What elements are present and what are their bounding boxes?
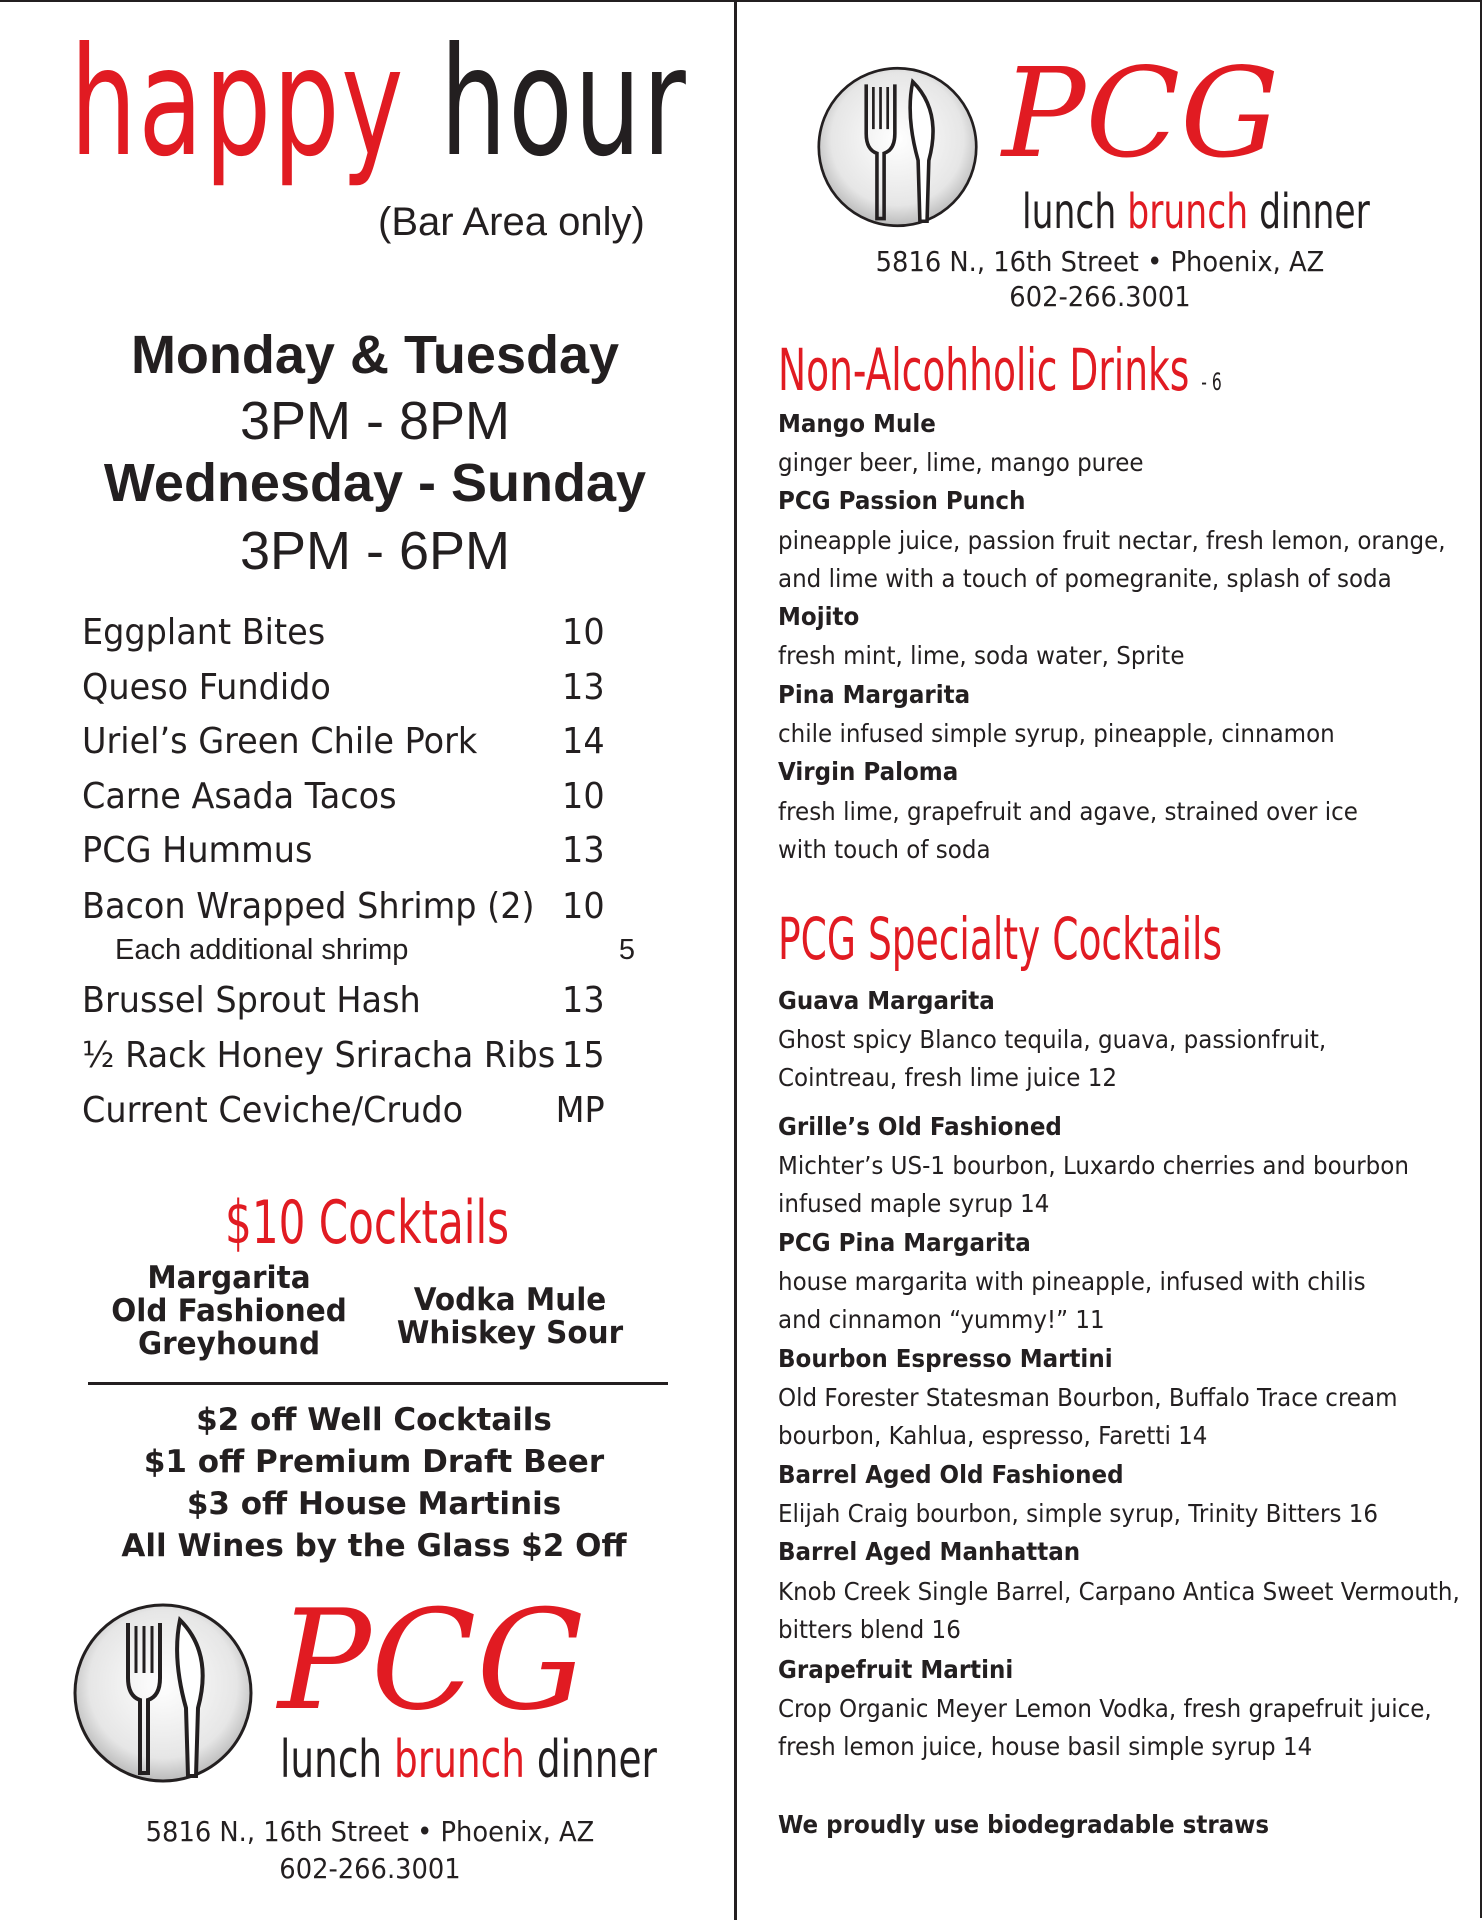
food-sub-name: Each additional shrimp [115, 934, 409, 966]
non-alcoholic-heading-text: Non-Alcohholic Drinks [778, 336, 1190, 404]
logo-tagline [280, 1730, 657, 1790]
drink-desc: chile infused simple syrup, pineapple, cinnamon [778, 719, 1335, 748]
food-price: 13 [562, 667, 605, 708]
food-price: 10 [562, 886, 605, 927]
straws-note: We proudly use biodegradable straws [778, 1810, 1270, 1839]
happy-hour-column [0, 0, 734, 1920]
cocktail-desc: house margarita with pineapple, infused with chilis [778, 1267, 1366, 1296]
cocktail-desc: Crop Organic Meyer Lemon Vodka, fresh grapefruit juice, [778, 1694, 1432, 1723]
cocktail-list-left [110, 1260, 348, 1362]
food-item [82, 886, 605, 927]
phone-left: 602-266.3001 [279, 1852, 461, 1885]
drink-name: Pina Margarita [778, 680, 971, 709]
tag-dinner: dinner [1259, 184, 1370, 240]
time-wed-sun: 3PM - 6PM [239, 521, 511, 581]
happy-hour-title [70, 16, 688, 190]
food-price: 15 [562, 1035, 605, 1076]
phone-right: 602-266.3001 [1009, 280, 1191, 313]
food-item [82, 667, 605, 708]
cocktail-item: Greyhound [137, 1326, 321, 1362]
tag-brunch: brunch [1127, 184, 1249, 240]
food-name: Carne Asada Tacos [82, 776, 397, 817]
food-name: Current Ceviche/Crudo [82, 1090, 464, 1131]
cocktail-name: Guava Margarita [778, 986, 995, 1015]
tag-lunch: lunch [280, 1730, 383, 1790]
cocktail-desc: Elijah Craig bourbon, simple syrup, Trinity Bitters 16 [778, 1499, 1379, 1528]
cocktail-desc: and cinnamon “yummy!” 11 [778, 1305, 1105, 1334]
non-alcoholic-price: - 6 [1201, 368, 1222, 396]
title-hour: hour [439, 16, 688, 190]
ten-dollar-cocktails-heading [0, 1188, 734, 1258]
deal-item: $1 off Premium Draft Beer [143, 1444, 605, 1480]
food-price: 13 [562, 830, 605, 871]
cocktail-desc: bourbon, Kahlua, espresso, Faretti 14 [778, 1421, 1208, 1450]
time-mon-tue: 3PM - 8PM [239, 391, 511, 451]
food-price: 14 [562, 721, 605, 762]
address-right: 5816 N., 16th Street • Phoenix, AZ [875, 245, 1325, 278]
cocktail-name: Grapefruit Martini [778, 1655, 1014, 1684]
cocktail-desc: Cointreau, fresh lime juice 12 [778, 1063, 1117, 1092]
cocktail-desc: infused maple syrup 14 [778, 1189, 1050, 1218]
drink-desc: and lime with a touch of pomegranite, splash of soda [778, 564, 1392, 593]
logo-pcg-text: PCG [278, 1580, 587, 1741]
food-sub-item [115, 934, 635, 967]
tag-brunch: brunch [394, 1730, 525, 1790]
food-item [82, 830, 605, 871]
logo-pcg-text: PCG [1002, 42, 1280, 186]
food-item [82, 980, 605, 1021]
food-price: 13 [562, 980, 605, 1021]
food-name: Bacon Wrapped Shrimp (2) [82, 886, 535, 927]
food-name: Brussel Sprout Hash [82, 980, 421, 1021]
cocktail-name: Barrel Aged Old Fashioned [778, 1460, 1124, 1489]
cocktail-desc: fresh lemon juice, house basil simple syrup 14 [778, 1732, 1313, 1761]
cocktail-list-right [387, 1282, 634, 1351]
food-price: 10 [562, 612, 605, 653]
cocktail-desc: bitters blend 16 [778, 1615, 961, 1644]
food-name: ½ Rack Honey Sriracha Ribs [82, 1035, 556, 1076]
cocktail-desc: Michter’s US-1 bourbon, Luxardo cherries and bourbon [778, 1151, 1409, 1180]
drink-name: Mojito [778, 602, 860, 631]
cocktail-item: Whiskey Sour [396, 1315, 624, 1351]
food-price: 10 [562, 776, 605, 817]
food-name: Eggplant Bites [82, 612, 326, 653]
drink-name: Mango Mule [778, 409, 936, 438]
tag-lunch: lunch [1022, 184, 1117, 240]
food-name: PCG Hummus [82, 830, 313, 871]
cocktail-item: Vodka Mule [413, 1282, 607, 1318]
days-wed-sun: Wednesday - Sunday [103, 453, 647, 513]
food-price: MP [555, 1090, 605, 1131]
drink-desc: pineapple juice, passion fruit nectar, fresh lemon, orange, [778, 526, 1446, 555]
food-name: Uriel’s Green Chile Pork [82, 721, 478, 762]
cocktails-heading-text: $10 Cocktails [224, 1188, 510, 1258]
drink-desc: ginger beer, lime, mango puree [778, 448, 1144, 477]
drink-desc: with touch of soda [778, 835, 991, 864]
cocktail-desc: Knob Creek Single Barrel, Carpano Antica Sweet Vermouth, [778, 1577, 1460, 1606]
logo-tagline [1022, 184, 1370, 240]
pcg-logo [68, 1580, 657, 1790]
food-item [82, 721, 605, 762]
title-happy: happy [70, 16, 405, 190]
specialty-heading: PCG Specialty Cocktails [778, 905, 1223, 973]
drink-desc: fresh lime, grapefruit and agave, strained over ice [778, 797, 1358, 826]
plate-fork-knife-icon [68, 1598, 268, 1788]
plate-fork-knife-icon [812, 62, 992, 232]
cocktail-item: Old Fashioned [111, 1293, 347, 1329]
non-alcoholic-heading [778, 336, 1222, 404]
drink-name: Virgin Paloma [778, 757, 959, 786]
food-item [82, 776, 605, 817]
address-left: 5816 N., 16th Street • Phoenix, AZ [145, 1815, 595, 1848]
deal-item: $3 off House Martinis [186, 1486, 562, 1522]
cocktails-rule [88, 1382, 668, 1385]
food-item [82, 1090, 605, 1131]
tag-dinner: dinner [536, 1730, 657, 1790]
deal-item: $2 off Well Cocktails [196, 1402, 552, 1438]
food-name: Queso Fundido [82, 667, 331, 708]
drink-desc: fresh mint, lime, soda water, Sprite [778, 641, 1185, 670]
cocktail-name: PCG Pina Margarita [778, 1228, 1031, 1257]
food-sub-price: 5 [618, 934, 635, 966]
food-item [82, 612, 605, 653]
cocktail-desc: Ghost spicy Blanco tequila, guava, passionfruit, [778, 1025, 1327, 1054]
deal-item: All Wines by the Glass $2 Off [121, 1528, 627, 1564]
cocktail-desc: Old Forester Statesman Bourbon, Buffalo Trace cream [778, 1383, 1398, 1412]
cocktail-name: Bourbon Espresso Martini [778, 1344, 1113, 1373]
cocktail-item: Margarita [147, 1260, 311, 1296]
bar-area-note: (Bar Area only) [378, 200, 645, 244]
cocktail-name: Barrel Aged Manhattan [778, 1537, 1081, 1566]
days-mon-tue: Monday & Tuesday [130, 325, 620, 385]
column-divider [734, 0, 737, 1920]
cocktail-name: Grille’s Old Fashioned [778, 1112, 1062, 1141]
pcg-logo-top [812, 42, 1372, 242]
food-item [82, 1035, 605, 1076]
drink-name: PCG Passion Punch [778, 486, 1026, 515]
